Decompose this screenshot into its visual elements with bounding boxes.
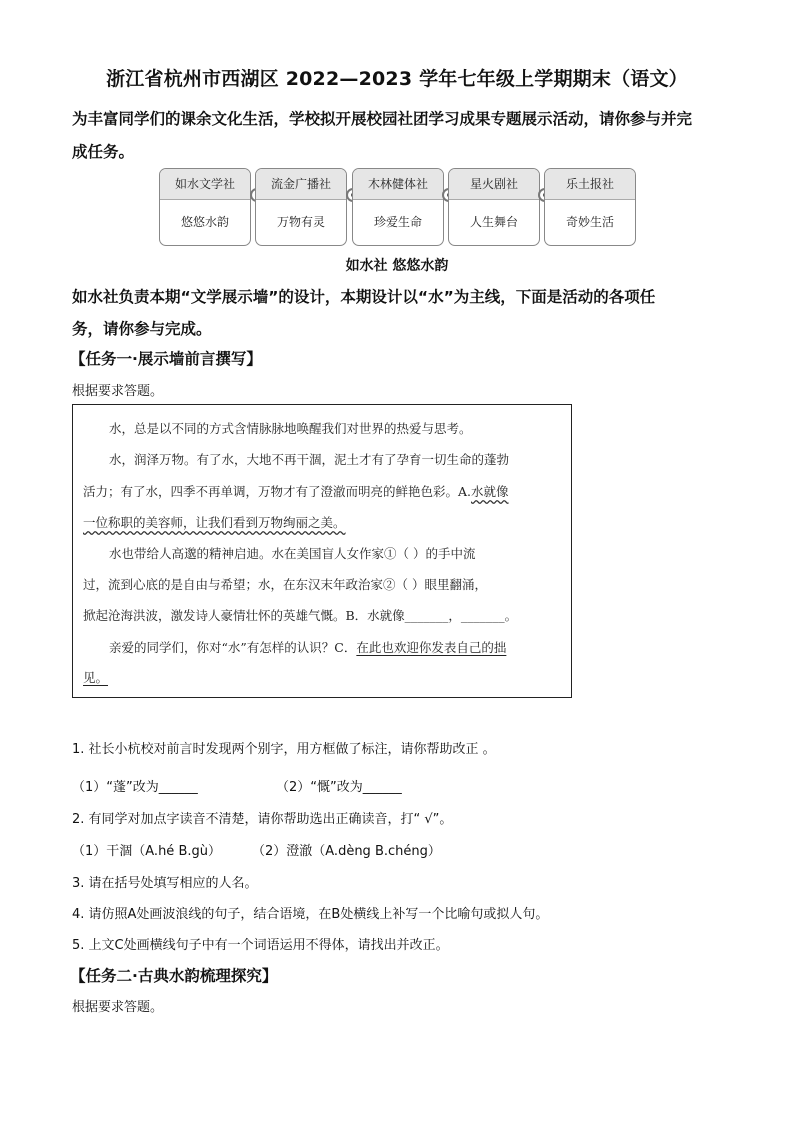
question-1: 1. 社长小杭校对前言时发现两个别字，用方框做了标注，请你帮助改正 。: [72, 742, 496, 757]
club-motto: 悠悠水韵: [180, 215, 229, 229]
club-card: [255, 168, 347, 246]
question-1-part-2: （2）“慨”改为______: [276, 780, 402, 795]
desc-line-2: 务，请你参与完成。: [72, 320, 212, 338]
task1-instruction: 根据要求答题。: [72, 384, 164, 399]
club-card: [159, 168, 251, 246]
club-diagram: [159, 168, 637, 246]
task2-heading: 【任务二·古典水韵梳理探究】: [70, 967, 278, 985]
question-2: 2. 有同学对加点字读音不清楚，请你帮助选出正确读音，打“ √”。: [72, 812, 453, 827]
club-card: [448, 168, 540, 246]
club-card: [544, 168, 636, 246]
club-card: [352, 168, 444, 246]
intro-line-2: 成任务。: [72, 143, 135, 161]
question-5: 5. 上文C处画横线句子中有一个词语运用不得体，请找出并改正。: [72, 938, 449, 953]
passage-p3-line3: 掀起沧海洪波，激发诗人豪情壮怀的英雄气慨。B．水就像_______，_______。: [83, 608, 518, 623]
desc-line-1: 如水社负责本期“文学展示墙”的设计，本期设计以“水”为主线，下面是活动的各项任: [72, 288, 656, 306]
passage-p3-line1: 水也带给人高邈的精神启迪。水在美国盲人女作家①（ ）的手中流: [109, 546, 476, 561]
club-name: 乐土报社: [545, 169, 635, 200]
underlined-sentence-c-start: 在此也欢迎你发表自己的拙: [356, 640, 507, 655]
passage-p2-line1: 水，润泽万物。有了水，大地不再干涸，泥土才有了孕育一切生命的蓬勃: [109, 452, 510, 467]
task1-heading: 【任务一·展示墙前言撰写】: [70, 350, 262, 368]
section-caption: 如水社 悠悠水韵: [345, 258, 449, 274]
club-motto: 珍爱生命: [373, 215, 422, 229]
club-name: 流金广播社: [256, 169, 346, 200]
underlined-sentence-c-end: 见。: [83, 670, 109, 685]
club-motto: 万物有灵: [276, 215, 325, 229]
passage-p2-line2: [83, 482, 509, 500]
passage-p4-text: 亲爱的同学们，你对“水”有怎样的认识？C．: [109, 640, 357, 655]
question-2-part-2: （2）澄澈（A.dèng B.chéng）: [252, 844, 441, 859]
task2-instruction: 根据要求答题。: [72, 1000, 164, 1015]
passage-p3-line2: 过，流到心底的是自由与希望；水，在东汉末年政治家②（ ）眼里翻涌，: [83, 577, 487, 592]
passage-p2-text: 活力；有了水，四季不再单调，万物才有了澄澈而明亮的鲜艳色彩。A.: [83, 484, 472, 499]
wavy-sentence-a-end: 一位称职的美容师，让我们看到万物绚丽之美。: [83, 515, 346, 530]
club-name: 如水文学社: [160, 169, 250, 200]
wavy-sentence-a-start: 水就像: [471, 484, 509, 499]
document-title: 浙江省杭州市西湖区 2022—2023 学年七年级上学期期末（语文）: [106, 68, 688, 90]
club-name: 木林健体社: [353, 169, 443, 200]
passage-box: [72, 404, 572, 698]
question-4: 4. 请仿照A处画波浪线的句子，结合语境，在B处横线上补写一个比喻句或拟人句。: [72, 907, 549, 922]
intro-line-1: 为丰富同学们的课余文化生活，学校拟开展校园社团学习成果专题展示活动，请你参与并完: [72, 110, 693, 128]
club-name: 星火剧社: [449, 169, 539, 200]
question-3: 3. 请在括号处填写相应的人名。: [72, 876, 258, 891]
club-motto: 人生舞台: [469, 215, 518, 229]
passage-p1: 水，总是以不同的方式含情脉脉地唤醒我们对世界的热爱与思考。: [109, 421, 472, 436]
club-motto: 奇妙生活: [565, 215, 614, 229]
passage-p4-line1: [109, 638, 506, 656]
question-1-part-1: （1）“蓬”改为______: [72, 780, 198, 795]
question-2-part-1: （1）干涸（A.hé B.gù）: [72, 844, 221, 859]
